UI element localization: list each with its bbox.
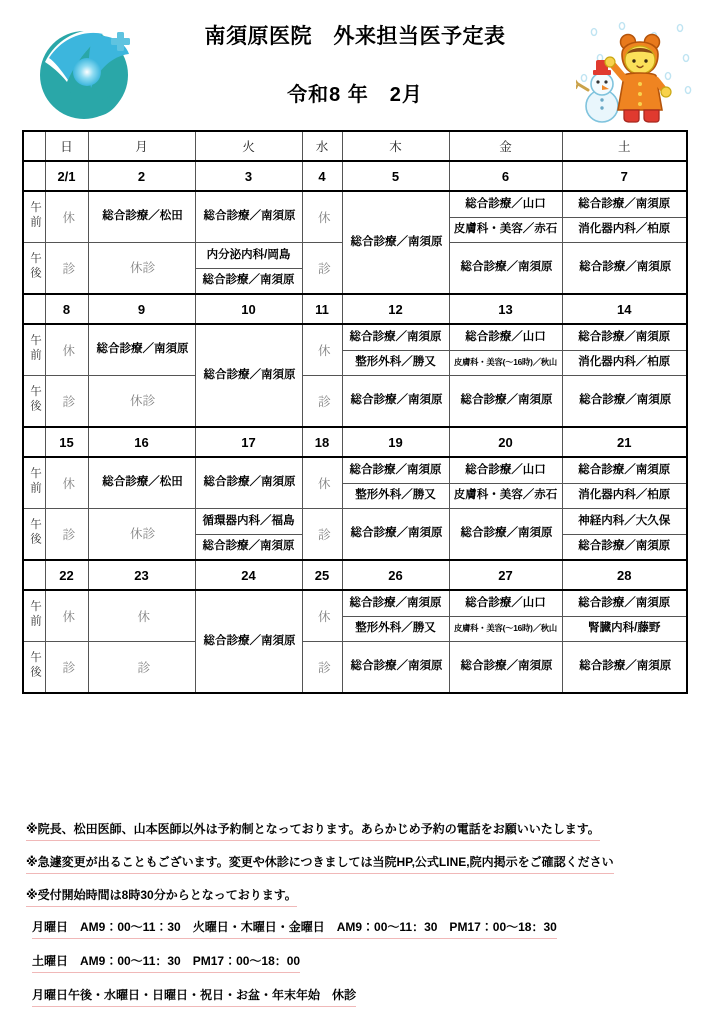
session-label-pm: 午後 [23,376,45,428]
title-block [140,22,570,110]
schedule-cell-sat-pm: 神経内科／大久保 総合診療／南須原 [562,509,687,561]
schedule-cell-sat-am: 総合診療／南須原 消化器内科／柏原 [562,191,687,243]
date-row-week-3 [23,427,687,457]
session-label-pm: 午後 [23,509,45,561]
schedule-cell-fri-am: 総合診療／山口 皮膚科・美容／赤石 [449,457,562,509]
session-label-pm: 午後 [23,243,45,295]
note-reception-time: ※受付開始時間は8時30分からとなっております。 [26,888,686,907]
schedule-cell-thu-pm: 総合診療／南須原 [342,642,449,694]
schedule-cell-thu-am: 総合診療／南須原 整形外科／勝又 [342,590,449,642]
page-title: 南須原医院 外来担当医予定表 [204,25,506,48]
date-cell-mon: 9 [88,294,195,324]
date-cell-fri: 27 [449,560,562,590]
date-cell-fri: 13 [449,294,562,324]
date-cell-wed: 4 [302,161,342,191]
schedule-cell-fri-pm: 総合診療／南須原 [449,509,562,561]
am-row-week-1 [23,191,687,243]
date-cell-mon: 16 [88,427,195,457]
schedule-cell-wed-am: 休 [302,324,342,376]
date-cell-tue: 24 [195,560,302,590]
schedule-cell-sun-am: 休 [45,191,88,243]
schedule-cell-thu-am: 総合診療／南須原 整形外科／勝又 [342,457,449,509]
schedule-cell-tue-allday: 総合診療／南須原 [195,324,302,427]
date-cell-mon: 23 [88,560,195,590]
schedule-cell-sun-pm: 診 [45,376,88,428]
schedule-cell-wed-pm: 診 [302,509,342,561]
date-cell-thu: 26 [342,560,449,590]
schedule-cell-sat-am: 総合診療／南須原 腎臓内科/藤野 [562,590,687,642]
note-changes: ※急遽変更が出ることもございます。変更や休診につきましては当院HP,公式LINE,院内掲示をご確認ください [26,855,686,874]
schedule-cell-tue-pm: 内分泌内科/岡島 総合診療／南須原 [195,243,302,295]
dow-header-mon: 月 [88,131,195,161]
note-reservation: ※院長、松田医師、山本医師以外は予約制となっております。あらかじめ予約の電話をお願いいたします。 [26,822,686,841]
schedule-cell-thu-am: 総合診療／南須原 整形外科／勝又 [342,324,449,376]
schedule-cell-sat-pm: 総合診療／南須原 [562,376,687,428]
schedule-cell-sat-pm: 総合診療／南須原 [562,243,687,295]
schedule-cell-fri-pm: 総合診療／南須原 [449,642,562,694]
hours-weekday: 月曜日 AM9：00〜11：30 火曜日・木曜日・金曜日 AM9：00〜11：30 PM17：00〜18：30 [32,920,687,939]
schedule-cell-thu-pm: 総合診療／南須原 [342,376,449,428]
schedule-cell-sat-am: 総合診療／南須原 消化器内科／柏原 [562,457,687,509]
schedule-cell-mon-am: 休 [88,590,195,642]
schedule-cell-sat-pm: 総合診療／南須原 [562,642,687,694]
hours-section [32,920,687,1022]
schedule-cell-thu-allday: 総合診療／南須原 [342,191,449,294]
dow-header-fri: 金 [449,131,562,161]
schedule-cell-fri-am: 総合診療／山口 皮膚科・美容(〜16時)／秋山 [449,324,562,376]
date-cell-sun: 15 [45,427,88,457]
schedule-cell-wed-pm: 診 [302,642,342,694]
am-row-week-2 [23,324,687,376]
schedule-cell-thu-pm: 総合診療／南須原 [342,509,449,561]
date-cell-fri: 6 [449,161,562,191]
schedule-cell-sun-am: 休 [45,324,88,376]
schedule-cell-fri-am: 総合診療／山口 皮膚科・美容(〜16時)／秋山 [449,590,562,642]
pm-row-week-4 [23,642,687,694]
date-cell-sat: 21 [562,427,687,457]
date-cell-sat: 28 [562,560,687,590]
date-row-spacer [23,427,45,457]
am-row-week-4 [23,590,687,642]
schedule-period: 令和8 年 2月 [287,84,423,106]
schedule-cell-mon-pm: 診 [88,642,195,694]
hours-saturday: 土曜日 AM9：00〜11：30 PM17：00〜18：00 [32,954,687,973]
schedule-cell-wed-am: 休 [302,191,342,243]
dow-header-sat: 土 [562,131,687,161]
date-cell-fri: 20 [449,427,562,457]
winter-child-snowman-illustration [576,18,698,124]
schedule-cell-mon-pm: 休診 [88,509,195,561]
date-cell-sat: 14 [562,294,687,324]
schedule-cell-tue-allday: 総合診療／南須原 [195,590,302,693]
pm-row-week-3 [23,509,687,561]
schedule-cell-sun-am: 休 [45,457,88,509]
schedule-cell-mon-am: 総合診療／南須原 [88,324,195,376]
schedule-cell-sun-pm: 診 [45,509,88,561]
schedule-cell-sun-pm: 診 [45,642,88,694]
session-label-am: 午前 [23,590,45,642]
date-cell-sun: 2/1 [45,161,88,191]
dow-corner-cell [23,131,45,161]
schedule-cell-wed-pm: 診 [302,243,342,295]
schedule-table-wrapper [22,130,686,694]
session-label-am: 午前 [23,191,45,243]
date-cell-tue: 3 [195,161,302,191]
date-cell-sun: 22 [45,560,88,590]
date-cell-thu: 12 [342,294,449,324]
date-cell-sun: 8 [45,294,88,324]
date-cell-wed: 25 [302,560,342,590]
date-cell-thu: 19 [342,427,449,457]
schedule-cell-mon-pm: 休診 [88,243,195,295]
date-row-week-4 [23,560,687,590]
date-cell-tue: 10 [195,294,302,324]
session-label-am: 午前 [23,457,45,509]
date-row-week-2 [23,294,687,324]
dow-header-wed: 水 [302,131,342,161]
date-cell-wed: 11 [302,294,342,324]
pm-row-week-2 [23,376,687,428]
schedule-cell-sun-pm: 診 [45,243,88,295]
day-of-week-header-row [23,131,687,161]
schedule-cell-wed-pm: 診 [302,376,342,428]
date-cell-mon: 2 [88,161,195,191]
outpatient-schedule-table [22,130,688,694]
am-row-week-3 [23,457,687,509]
schedule-cell-fri-pm: 総合診療／南須原 [449,243,562,295]
schedule-cell-tue-am: 総合診療／南須原 [195,191,302,243]
schedule-cell-tue-am: 総合診療／南須原 [195,457,302,509]
schedule-cell-mon-am: 総合診療／松田 [88,457,195,509]
schedule-cell-tue-pm: 循環器内科／福島 総合診療／南須原 [195,509,302,561]
date-cell-thu: 5 [342,161,449,191]
dow-header-sun: 日 [45,131,88,161]
date-row-spacer [23,560,45,590]
schedule-cell-fri-pm: 総合診療／南須原 [449,376,562,428]
date-cell-wed: 18 [302,427,342,457]
dow-header-thu: 木 [342,131,449,161]
hours-closed-days: 月曜日午後・水曜日・日曜日・祝日・お盆・年末年始 休診 [32,988,687,1007]
schedule-cell-wed-am: 休 [302,457,342,509]
session-label-pm: 午後 [23,642,45,694]
page-header [0,0,707,122]
date-row-spacer [23,161,45,191]
schedule-cell-mon-pm: 休診 [88,376,195,428]
schedule-cell-sat-am: 総合診療／南須原 消化器内科／柏原 [562,324,687,376]
notes-section [26,822,686,921]
date-cell-sat: 7 [562,161,687,191]
clinic-logo [33,20,139,124]
schedule-cell-fri-am: 総合診療／山口 皮膚科・美容／赤石 [449,191,562,243]
dow-header-tue: 火 [195,131,302,161]
date-row-spacer [23,294,45,324]
schedule-cell-sun-am: 休 [45,590,88,642]
schedule-cell-mon-am: 総合診療／松田 [88,191,195,243]
date-cell-tue: 17 [195,427,302,457]
date-row-week-1 [23,161,687,191]
session-label-am: 午前 [23,324,45,376]
schedule-cell-wed-am: 休 [302,590,342,642]
